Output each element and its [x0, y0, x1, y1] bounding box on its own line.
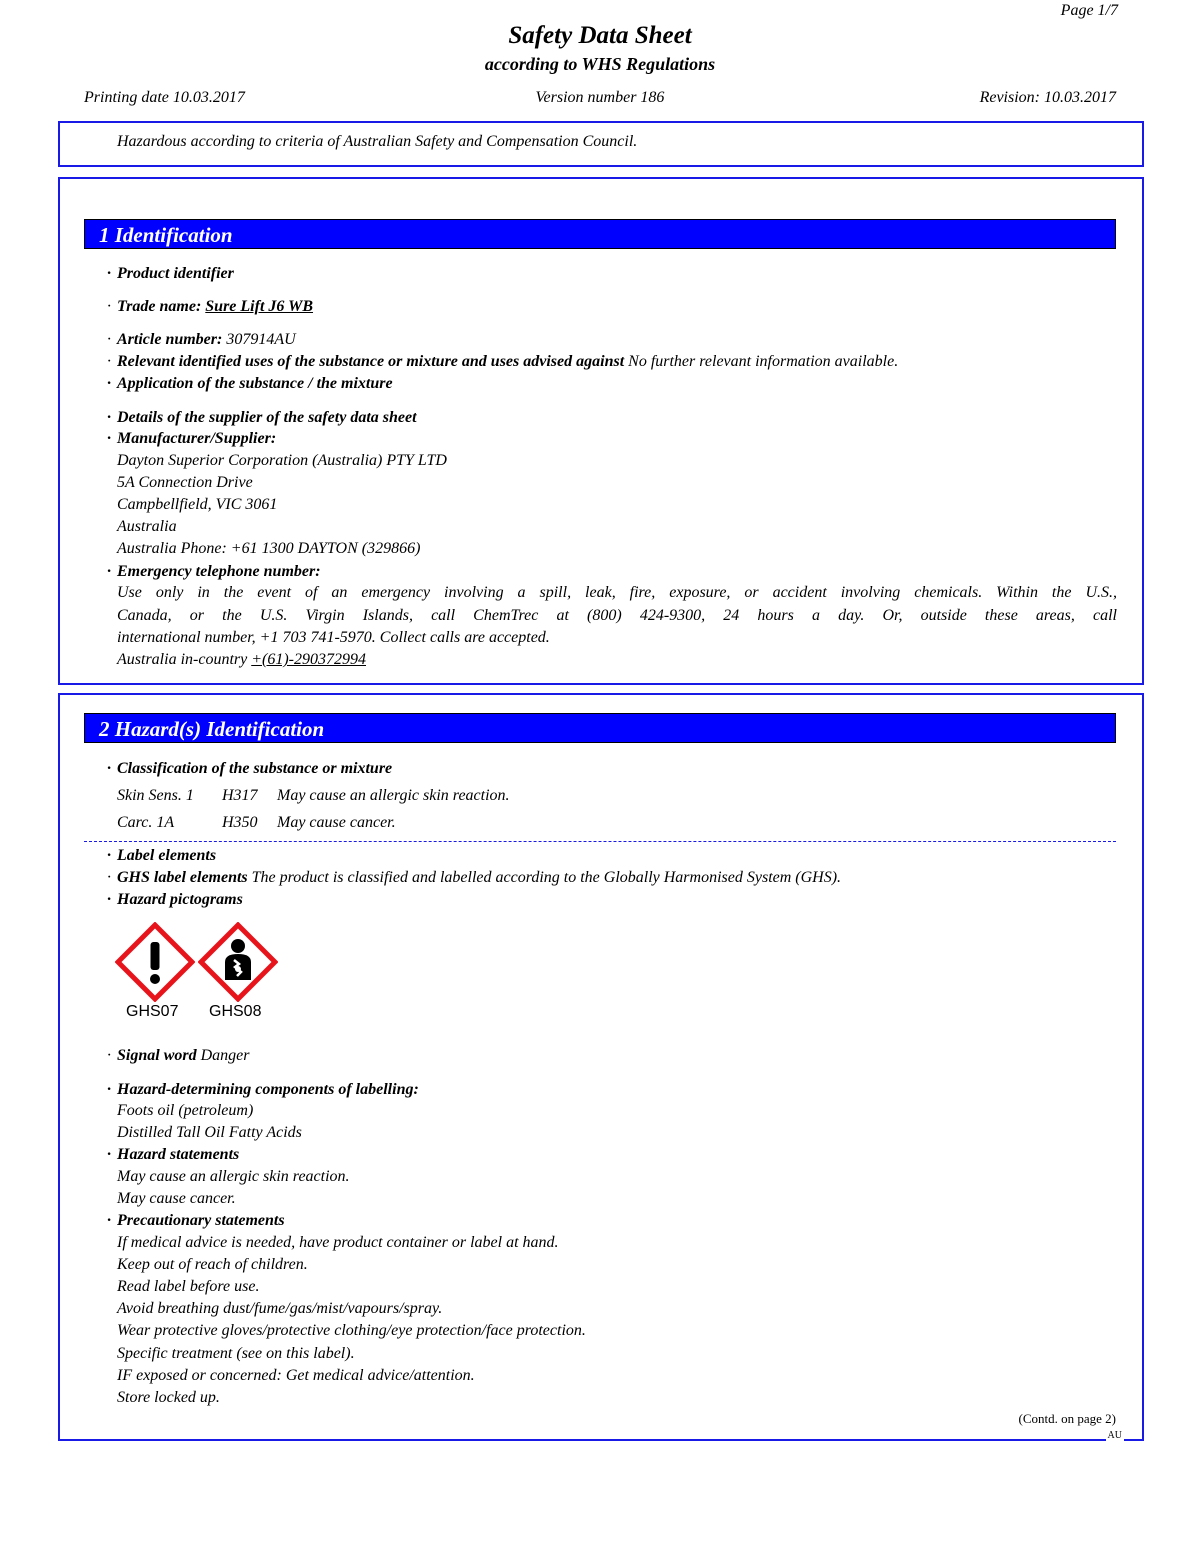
incountry-number: +(61)-290372994	[251, 651, 366, 668]
section-2-heading: 2 Hazard(s) Identification	[84, 713, 1116, 743]
signal-word: · Signal word Danger	[107, 1047, 250, 1064]
revision-date: Revision: 10.03.2017	[979, 89, 1116, 106]
application-label: · Application of the substance / the mixture	[107, 375, 393, 392]
manufacturer-label: · Manufacturer/Supplier:	[107, 430, 277, 447]
hazard-statements-label: · Hazard statements	[107, 1146, 240, 1163]
precautionary-statement: Store locked up.	[117, 1389, 220, 1406]
precautionary-statement: Wear protective gloves/protective clothing/eye protection/face protection.	[117, 1322, 586, 1339]
pictogram-label: GHS07	[126, 1003, 179, 1020]
precautionary-statement: IF exposed or concerned: Get medical advice/attention.	[117, 1367, 475, 1384]
incountry-phone: Australia in-country +(61)-290372994	[117, 651, 366, 668]
component-item: Distilled Tall Oil Fatty Acids	[117, 1124, 302, 1141]
hazard-statement: May cause an allergic skin reaction.	[117, 1168, 350, 1185]
version-number: Version number 186	[535, 89, 665, 106]
ghs-label-elements: · GHS label elements The product is classified and labelled according to the Globally Harmonised System (GHS).	[107, 869, 842, 886]
supplier-phone: Australia Phone: +61 1300 DAYTON (329866)	[117, 540, 421, 557]
classification-label: · Classification of the substance or mixture	[107, 760, 393, 777]
precautionary-label: · Precautionary statements	[107, 1212, 285, 1229]
classification-row: Carc. 1A H350 May cause cancer.	[117, 814, 396, 831]
relevant-uses: · Relevant identified uses of the substance or mixture and uses advised against No further relevant information available.	[107, 353, 899, 370]
emergency-text-line: Canada, or the U.S. Virgin Islands, call ChemTrec at (800) 424-9300, 24 hours a day. Or, outside these areas, call	[117, 607, 1117, 624]
emergency-label: · Emergency telephone number:	[107, 563, 321, 580]
address-line: Australia	[117, 518, 177, 535]
precautionary-statement: Avoid breathing dust/fume/gas/mist/vapours/spray.	[117, 1300, 443, 1317]
components-label: · Hazard-determining components of labelling:	[107, 1081, 419, 1098]
hazard-pictograms-label: · Hazard pictograms	[107, 891, 243, 908]
trade-name-value: Sure Lift J6 WB	[205, 298, 314, 315]
address-line: Dayton Superior Corporation (Australia) PTY LTD	[117, 452, 447, 469]
trade-name: · Trade name: Sure Lift J6 WB	[107, 298, 314, 315]
classification-row: Skin Sens. 1 H317 May cause an allergic skin reaction.	[117, 787, 510, 804]
section-1-heading: 1 Identification	[84, 219, 1116, 249]
precautionary-statement: Specific treatment (see on this label).	[117, 1345, 355, 1362]
hazard-notice: Hazardous according to criteria of Australian Safety and Compensation Council.	[117, 133, 638, 150]
printing-date: Printing date 10.03.2017	[84, 89, 245, 106]
component-item: Foots oil (petroleum)	[117, 1102, 254, 1119]
address-line: 5A Connection Drive	[117, 474, 253, 491]
country-code: AU	[1107, 1430, 1122, 1441]
article-number: · Article number: 307914AU	[107, 331, 296, 348]
section-divider	[84, 841, 1116, 842]
page-number: Page 1/7	[1060, 2, 1118, 19]
pictogram-label: GHS08	[209, 1003, 262, 1020]
document-subtitle: according to WHS Regulations	[484, 54, 716, 74]
precautionary-statement: If medical advice is needed, have product container or label at hand.	[117, 1234, 559, 1251]
hazard-statement: May cause cancer.	[117, 1190, 236, 1207]
address-line: Campbellfield, VIC 3061	[117, 496, 278, 513]
continued-note: (Contd. on page 2)	[1018, 1411, 1116, 1426]
precautionary-statement: Read label before use.	[117, 1278, 260, 1295]
health-hazard-icon	[198, 922, 278, 1002]
emergency-text-line: Use only in the event of an emergency involving a spill, leak, fire, exposure, or accident involving chemicals. Within the U.S.,	[117, 584, 1117, 601]
precautionary-statement: Keep out of reach of children.	[117, 1256, 308, 1273]
emergency-text-last: international number, +1 703 741-5970. Collect calls are accepted.	[117, 629, 550, 646]
supplier-details-label: · Details of the supplier of the safety data sheet	[107, 409, 417, 426]
exclamation-mark-icon	[115, 922, 195, 1002]
document-title: Safety Data Sheet	[508, 22, 692, 49]
product-identifier-label: · Product identifier	[107, 265, 234, 282]
label-elements-label: · Label elements	[107, 847, 217, 864]
